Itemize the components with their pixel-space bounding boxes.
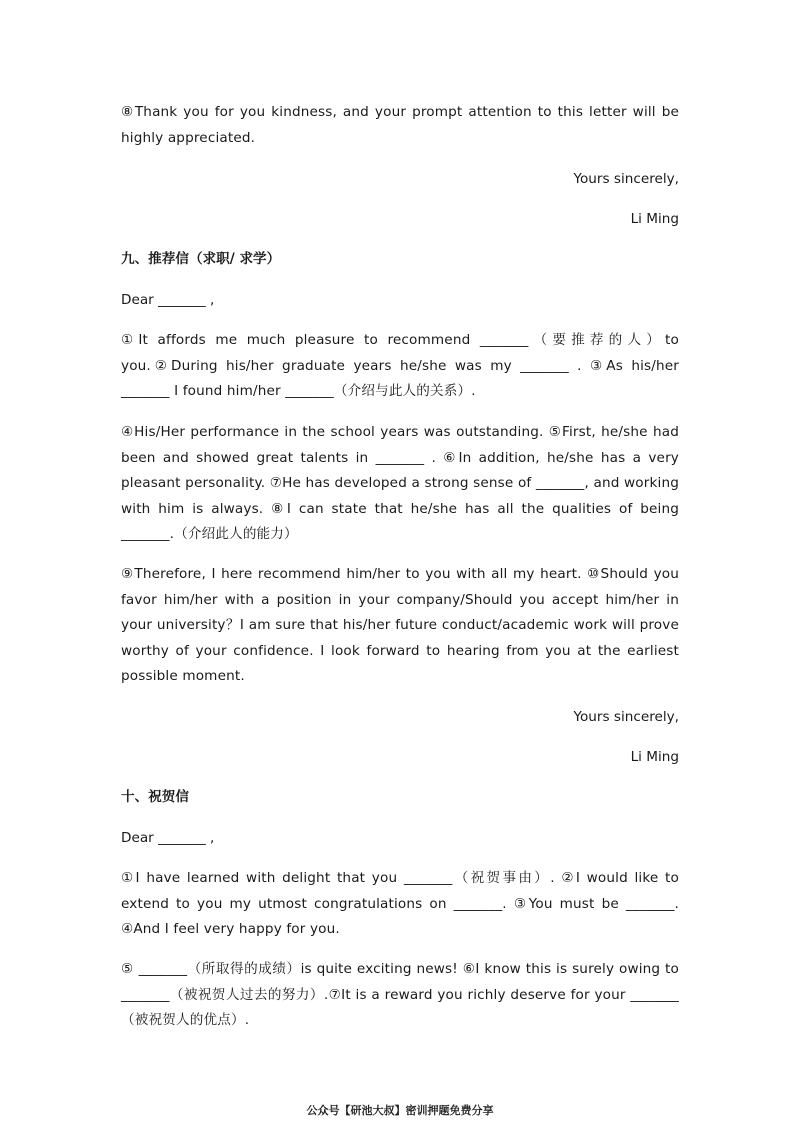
page-footer: 公众号【研池大叔】密训押题免费分享 xyxy=(306,1104,494,1117)
section10-heading: 十、祝贺信 xyxy=(121,789,189,805)
section8-signature: Li Ming xyxy=(630,211,679,227)
section9-paragraph-1: ①It affords me much pleasure to recommend _______（要推荐的人）to you.②During his/her graduate years he/she was my _______ . ③As his/her _______ I found him/her _______（介绍与此人的关系）. xyxy=(121,332,679,399)
section9-heading: 九、推荐信（求职/ 求学） xyxy=(121,251,281,267)
section9-paragraph-3: ⑨Therefore, I here recommend him/her to you with all my heart. ⑩Should you favor him/her with a position in your company/Should you accept him/her in your university？I am sure that his/her future conduct/academic work will prove worthy of your confidence. I look forward to hearing from you at the earliest possible moment. xyxy=(121,566,679,684)
section8-sign-off: Yours sincerely, xyxy=(573,171,679,187)
section10-paragraph-2: ⑤ _______（所取得的成绩）is quite exciting news! ⑥I know this is surely owing to _______（被祝贺人过去的努力）.⑦It is a reward you richly deserve for your _______（被祝贺人的优点）. xyxy=(121,961,679,1028)
section10-paragraph-1: ①I have learned with delight that you _______（祝贺事由）. ②I would like to extend to you my utmost congratulations on _______. ③You must be _______. ④And I feel very happy for you. xyxy=(121,870,679,937)
section9-sign-off: Yours sincerely, xyxy=(573,709,679,725)
section9-signature: Li Ming xyxy=(630,749,679,765)
section9-paragraph-2: ④His/Her performance in the school years was outstanding. ⑤First, he/she had been and showed great talents in _______ . ⑥In addition, he/she has a very pleasant personality. ⑦He has developed a strong sense of _______, and working with him is always. ⑧I can state that he/she has all the qualities of being _______.（介绍此人的能力） xyxy=(121,424,679,542)
section8-closing-paragraph: ⑧Thank you for you kindness, and your prompt attention to this letter will be highly appreciated. xyxy=(121,104,679,146)
section10-salutation: Dear _______ , xyxy=(121,830,215,846)
section9-salutation: Dear _______ , xyxy=(121,292,215,308)
